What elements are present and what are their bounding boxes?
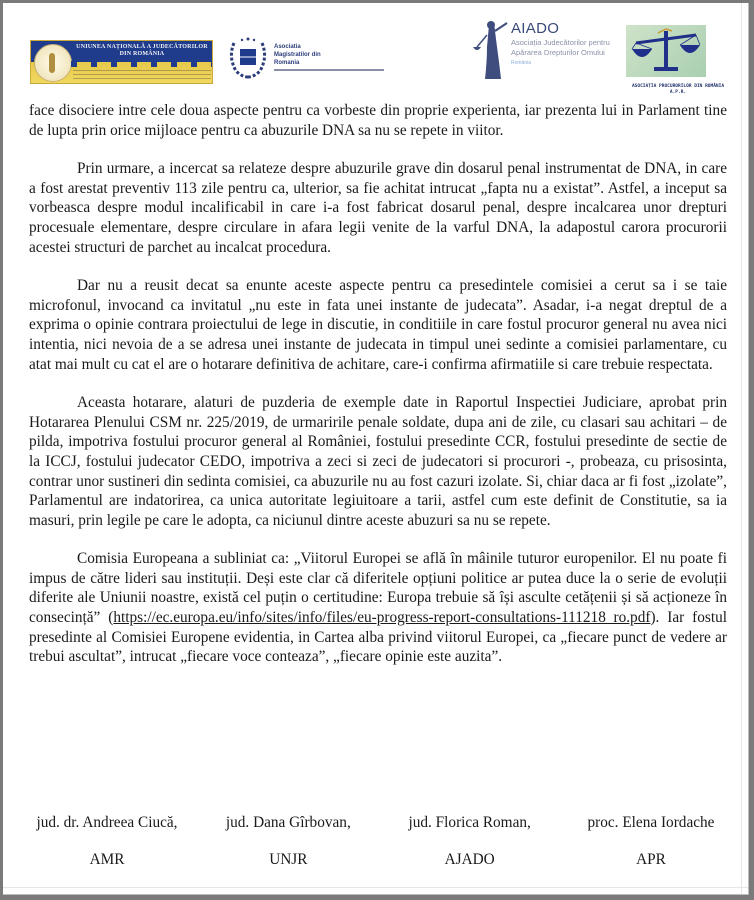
amr-logo	[224, 33, 388, 83]
signatory-name: proc. Elena Iordache	[587, 814, 715, 831]
amr-logo-line: Asociatia	[274, 44, 301, 50]
signatory-name: jud. Florica Roman,	[408, 814, 531, 831]
aiado-logo-name: AIADO	[511, 20, 560, 37]
amr-logo-text	[274, 43, 386, 67]
paragraph: Aceasta hotarare, alaturi de puzderia de exemple date in Raportul Inspectiei Judiciare, aprobat prin Hotararea Plenului CSM nr. 225/2019, de urmaririle penale soldate, dupa ani de zile, cu clasari sau achitari – de pilda, impotriva fostului procuror general al României, fostului presedinte CCR, fostului presedinte de sectie de la ICCJ, fostului judecator CEDO, impotriva a zeci si zeci de judecatori si procurori -, probeaza, cu prisosinta, contrar unor sustineri din sedinta comisiei, ca abuzurile nu au fost cazuri izolate. Si, chiar daca ar fi fost „izolate”, Parlamentul are indatorirea, ca unica autoritate legiuitoare a tarii, astfel cum este definit de Constitutie, sa ia masuri, prin legile pe care le adopta, ca niciunul dintre aceste abuzuri sa nu se repete.	[29, 394, 727, 529]
laurel-wreath-icon	[226, 35, 270, 79]
battlements-decoration	[71, 61, 212, 67]
amr-logo-line: Romania	[274, 60, 300, 66]
aiado-desc-line: România	[511, 60, 532, 66]
apr-caption-line: A.P.R.	[669, 90, 687, 95]
paragraph-with-link	[29, 549, 727, 667]
paragraph-text: ). Iar fostul presedinte al Comisiei Europene evidentia, in Cartea alba privind viitorul Europei, ca „fiecare punct de vedere ar trebui ascultat”, intrucat „fiecare voce conteaza”, „fiecare opinie este auzita”.	[29, 609, 727, 666]
signatory-name: jud. Dana Gîrbovan,	[225, 814, 351, 831]
eu-report-link[interactable]: https://ec.europa.eu/info/sites/info/files/eu-progress-report-consultations-111218_ro.pdf	[113, 609, 651, 627]
amr-logo-line: Magistratilor din	[274, 52, 321, 58]
aiado-logo	[471, 17, 611, 81]
aiado-desc-line: Asociația Judecătorilor pentru	[511, 38, 610, 47]
aiado-desc-line: Apărarea Drepturilor Omului	[511, 48, 605, 57]
amr-logo-rule	[274, 69, 384, 71]
document-page	[3, 3, 749, 895]
signature-block	[561, 813, 741, 870]
signature-block	[198, 813, 378, 870]
signatory-organization: APR	[636, 851, 666, 868]
paragraph-text: Comisia Europeana a subliniat ca: „Viitorul Europei se află în mâinile tuturor europenilor. El nu poate fi impus de către lideri sau instituții. Deși este clar că diferitele opțiuni politice ar putea duce la o serie de evoluții diferite ale Uniunii noastre, există cel puțin o certitudine: Europa trebuie să își asculte cetățenii și să acționeze în consecință” (	[29, 550, 727, 627]
document-body	[29, 101, 727, 686]
apr-logo	[618, 23, 738, 98]
apr-caption-line: ASOCIAȚIA PROCURORILOR DIN ROMÂNIA	[631, 84, 725, 89]
signatory-organization: UNJR	[269, 851, 308, 868]
page-edge	[3, 887, 748, 888]
paragraph: face disociere intre cele doua aspecte pentru ca vorbeste din proprie experienta, iar prezenta lui in Parlament tine de lupta prin orice mijloace pentru ca abuzurile DNA sa nu se repete in viitor.	[29, 102, 727, 139]
page-edge	[741, 3, 742, 894]
signatory-organization: AJADO	[444, 851, 495, 868]
unjr-logo	[30, 40, 213, 84]
signatory-organization: AMR	[89, 851, 125, 868]
signature-block	[380, 813, 560, 870]
paragraph: Dar nu a reusit decat sa enunte aceste aspecte pentru ca presedintele comisiei a cerut sa i se taie microfonul, invocand ca invitatul „nu este in fata unei instante de judecata”. Asadar, i-a negat dreptul de a exprima o opinie contrara proiectului de lege in discutie, in conditiile in care fostul procuror general nu avea nici intentia, nici nevoia de a se adresa unei instante de judecata in timpul unei sedinte a comisiei parlamentare, cu atat mai mult cu cat el are o hotarare definitiva de achitare, care-i confirma afirmatiile si care trebuie respectata.	[29, 277, 727, 373]
unjr-logo-title: UNIUNEA NAȚIONALĂ A JUDECĂTORILOR DIN ROMÂNIA	[76, 44, 208, 57]
signature-block	[17, 813, 197, 870]
signatures	[17, 813, 741, 870]
aiado-logo-description	[511, 38, 611, 68]
signatory-name: jud. dr. Andreea Ciucă,	[36, 814, 178, 831]
unjr-seal-icon	[34, 44, 72, 82]
justice-figure-icon	[471, 17, 511, 81]
paragraph: Prin urmare, a incercat sa relateze despre abuzurile grave din dosarul penal instrumentat de DNA, in care a fost arestat preventiv 113 zile pentru ca, ulterior, sa fie achitat intrucat „fapta nu a existat”. Astfel, a inceput sa vorbeasca despre modul incalificabil in care i-a fost fabricat dosarul penal, despre incalcarea unor drepturi procesuale elementare, despre circulare in afara legii venite de la varful DNA, la adapostul carora procurorii acestei structuri de parchet au incalcat procedura.	[29, 160, 727, 256]
scales-of-justice-icon	[626, 25, 706, 77]
apr-logo-caption	[618, 84, 738, 96]
unjr-logo-subtitle	[73, 70, 211, 80]
